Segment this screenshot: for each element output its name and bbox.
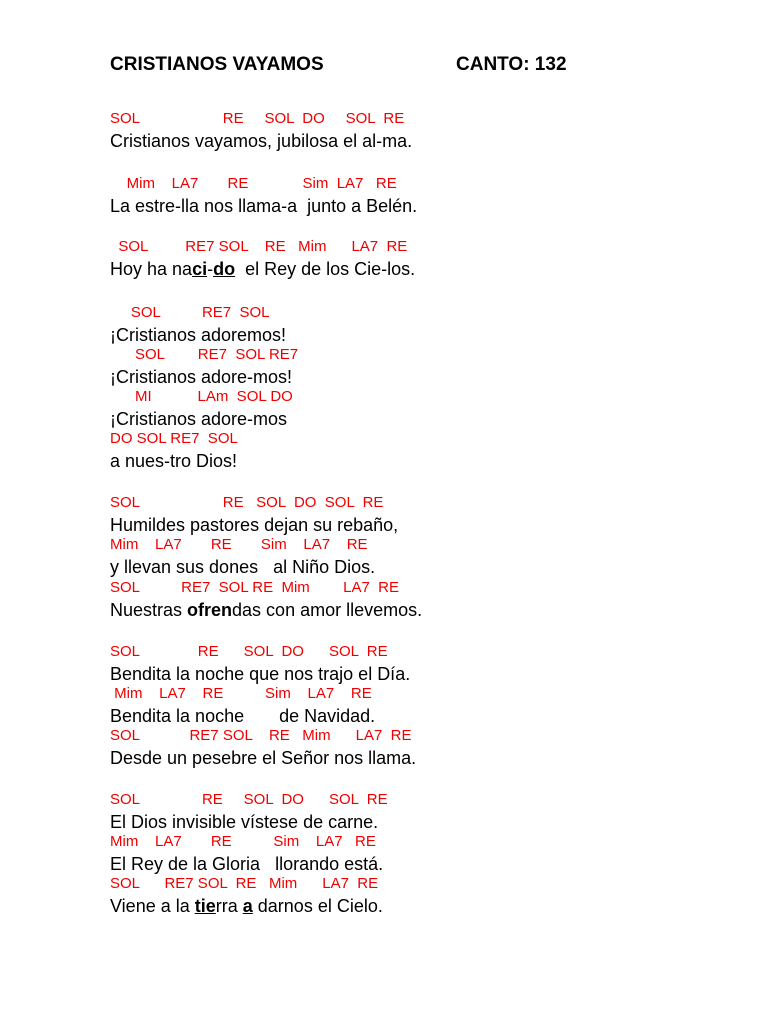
chord-line	[110, 727, 411, 745]
chord-line	[110, 875, 378, 893]
lyric-text: ¡Cristianos adore-mos!	[110, 367, 293, 387]
lyric-text: ¡Cristianos adoremos!	[110, 325, 287, 345]
lyric-line	[110, 408, 287, 430]
chord-line	[110, 579, 399, 597]
lyric-line	[110, 130, 412, 152]
lyric-line	[110, 811, 378, 833]
chord-text: SOL RE7 SOL RE Mim LA7 RE	[110, 238, 408, 255]
chord-line	[110, 536, 368, 554]
lyric-line	[110, 324, 286, 346]
lyric-text: tie	[194, 896, 216, 916]
lyric-line	[110, 599, 422, 621]
chord-text: SOL RE7 SOL RE Mim LA7 RE	[110, 579, 399, 596]
chord-line	[110, 494, 383, 512]
chord-line	[110, 238, 407, 256]
chord-line	[110, 388, 293, 406]
lyric-text: ¡Cristianos adore-mos	[110, 409, 288, 429]
lyric-text: darnos el Cielo.	[252, 896, 383, 916]
lyric-line	[110, 663, 410, 685]
chord-text: SOL RE7 SOL	[110, 304, 270, 321]
lyric-line	[110, 366, 292, 388]
lyric-text: rra	[215, 896, 243, 916]
lyric-line	[110, 514, 398, 536]
lyric-text: Desde un pesebre el Señor nos llama.	[110, 748, 417, 768]
chord-line	[110, 346, 298, 364]
chord-line	[110, 175, 397, 193]
lyric-text: El Rey de la Gloria llorando está.	[110, 854, 384, 874]
chord-text: Mim LA7 RE Sim LA7 RE	[110, 536, 368, 553]
chord-text: Mim LA7 RE Sim LA7 RE	[110, 175, 397, 192]
chord-line	[110, 643, 388, 661]
chord-line	[110, 833, 376, 851]
lyric-line	[110, 747, 416, 769]
chord-line	[110, 110, 404, 128]
lyric-text: das con amor llevemos.	[232, 600, 423, 620]
song-number: CANTO: 132	[456, 54, 567, 75]
lyric-line	[110, 258, 415, 280]
chord-text: SOL RE7 SOL RE Mim LA7 RE	[110, 875, 379, 892]
chord-line	[110, 685, 372, 703]
chord-text: SOL RE SOL DO SOL RE	[110, 110, 405, 127]
chord-text: SOL RE7 SOL RE Mim LA7 RE	[110, 727, 412, 744]
lyric-line	[110, 853, 383, 875]
chord-line	[110, 430, 238, 448]
chord-text: SOL RE7 SOL RE7	[110, 346, 299, 363]
lyric-text: a nues-tro Dios!	[110, 451, 238, 471]
chord-line	[110, 304, 270, 322]
chord-text: SOL RE SOL DO SOL RE	[110, 494, 384, 511]
lyric-text: Hoy ha na	[110, 259, 193, 279]
lyric-line	[110, 195, 417, 217]
lyric-text: ofren	[187, 600, 233, 620]
song-title: CRISTIANOS VAYAMOS	[110, 54, 324, 75]
lyric-text: Cristianos vayamos, jubilosa el al-ma.	[110, 131, 413, 151]
lyric-line	[110, 895, 383, 917]
chord-text: SOL RE SOL DO SOL RE	[110, 791, 388, 808]
chord-text: DO SOL RE7 SOL	[110, 430, 238, 447]
chord-text: SOL RE SOL DO SOL RE	[110, 643, 388, 660]
lyric-text: Viene a la	[110, 896, 195, 916]
lyric-text: el Rey de los Cie-los.	[235, 259, 416, 279]
chord-line	[110, 791, 388, 809]
lyric-line	[110, 556, 375, 578]
lyric-line	[110, 450, 237, 472]
chord-text: MI LAm SOL DO	[110, 388, 293, 405]
song-header	[110, 54, 668, 80]
lyric-text: Bendita la noche que nos trajo el Día.	[110, 664, 411, 684]
chord-text: Mim LA7 RE Sim LA7 RE	[110, 685, 372, 702]
lyric-text: Bendita la noche de Navidad.	[110, 706, 376, 726]
lyric-line	[110, 705, 375, 727]
lyric-text: El Dios invisible vístese de carne.	[110, 812, 379, 832]
lyric-text: a	[242, 896, 253, 916]
lyric-text: Nuestras	[110, 600, 188, 620]
lyric-text: -	[207, 259, 214, 279]
lyric-text: Humildes pastores dejan su rebaño,	[110, 515, 399, 535]
lyric-text: do	[213, 259, 236, 279]
lyric-text: ci	[192, 259, 208, 279]
lyric-text: y llevan sus dones al Niño Dios.	[110, 557, 376, 577]
chord-text: Mim LA7 RE Sim LA7 RE	[110, 833, 376, 850]
lyric-text: La estre-lla nos llama-a junto a Belén.	[110, 196, 418, 216]
